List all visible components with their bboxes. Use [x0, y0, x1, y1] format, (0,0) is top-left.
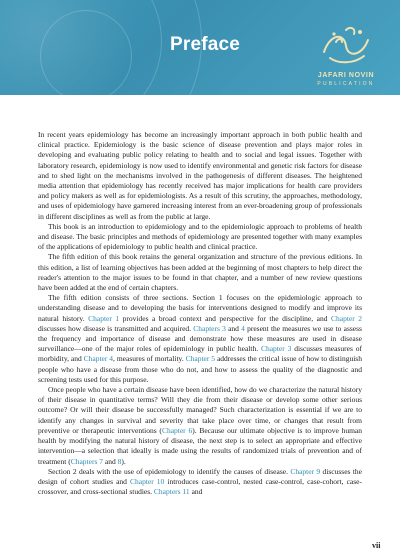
chapter-link[interactable]: Chapter 6: [161, 425, 193, 435]
header-banner: [0, 0, 400, 95]
text-run: discusses measures of morbidity, and: [38, 344, 362, 364]
paragraph: [38, 385, 362, 467]
chapter-link[interactable]: Chapter 2: [331, 313, 363, 323]
banner-glow: [0, 0, 160, 95]
text-run: addresses the critical issue of how to distinguish people who have a disease from those who do not, and how to assess the quality of the diagnostic and screening tests used for this purpose.: [38, 354, 362, 384]
text-run: and: [189, 487, 203, 497]
paragraph: [38, 467, 362, 498]
text-run: ).: [121, 456, 126, 466]
paragraph: The fifth edition of this book retains the general organization and structure of the previous editions. In this edition, a list of learning objectives has been added at the beginning of most chapters to help direct the reader's attention to the major issues to be found in that chapter, and a number of new review questions have been added at the end of certain chapters.: [38, 252, 362, 293]
text-run: The fifth edition consists of three sections. Section 1 focuses on the epidemiologic approach to understanding disease and to developing the basis for interventions designed to modify and improve its natural history.: [38, 293, 362, 323]
text-run: and: [103, 456, 118, 466]
page-number: vii: [372, 541, 381, 550]
text-run: discusses how disease is transmitted and acquired.: [38, 323, 194, 333]
text-run: and: [225, 323, 242, 333]
chapter-link[interactable]: Chapters 11: [153, 487, 190, 497]
calligraphy-logo-icon: [316, 22, 376, 70]
text-run: provides a broad context and perspective for the discipline, and: [119, 313, 331, 323]
text-run: present the measures we use to assess the frequency and importance of disease and demonstrate how these measures are used in disease surveillance—one of the major roles of epidemiology in public health.: [38, 323, 362, 354]
chapter-link[interactable]: Chapter 10: [129, 476, 165, 486]
paragraph: In recent years epidemiology has become an increasingly important approach in both public health and clinical practice. Epidemiology is the basic science of disease prevention and plays major roles in developing and evaluating public policy relating to health and to social and legal issues. Together with laboratory research, epidemiology is now used to identify environmental and genetic risk factors for disease and to shed light on the mechanisms involved in the pathogenesis of different diseases. The heightened media attention that epidemiology has recently received has major implications for health care providers and policy makers as well as for epidemiologists. As a result of this scrutiny, the approaches, methodology, and uses of epidemiology have garnered increasing interest from an ever-broadening group of professionals in different disciplines as well as from the public at large.: [38, 130, 362, 221]
text-run: Section 2 deals with the use of epidemiology to identify the causes of disease.: [48, 466, 291, 476]
paragraph: [38, 293, 362, 385]
page-title: Preface: [170, 34, 241, 55]
text-run: introduces case-control, nested case-control, case-cohort, case-crossover, and cross-sectional studies.: [38, 476, 362, 497]
chapter-link[interactable]: 8: [117, 456, 122, 466]
chapter-link[interactable]: 4: [241, 323, 245, 333]
text-run: discusses the design of cohort studies and: [38, 466, 362, 486]
text-run: Once people who have a certain disease have been identified, how do we characterize the natural history of their disease in quantitative terms? Will they die from their disease or develop some other serious outcome? Or will their disease be successfully managed? Such characterization is essential if we are to identify any changes in survival and severity that take place over time, or changes that result from preventive or therapeutic interventions (: [38, 385, 362, 435]
chapter-link[interactable]: Chapter 1: [88, 313, 120, 323]
chapter-link[interactable]: Chapter 9: [290, 466, 321, 476]
chapter-link[interactable]: Chapter 4: [83, 354, 114, 364]
chapter-link[interactable]: Chapters 7: [70, 456, 103, 466]
chapter-link[interactable]: Chapter 3: [260, 344, 292, 354]
publisher-name: JAFARI NOVIN: [317, 72, 375, 79]
chapter-link[interactable]: Chapters 3: [193, 323, 226, 333]
preface-body: [38, 130, 362, 497]
publisher-logo: [298, 22, 394, 94]
paragraph: This book is an introduction to epidemiology and to the epidemiologic approach to problems of health and disease. The basic principles and methods of epidemiology are presented together with many examples of the applications of epidemiology to public health and clinical practice.: [38, 221, 362, 252]
publisher-subtitle: PUBLICATION: [317, 81, 375, 87]
text-run: ). Because our ultimate objective is to improve human health by modifying the natural history of disease, the next step is to select an appropriate and effective intervention—a selection that ideally is made using the results of randomized trials of prevention and of treatment (: [38, 425, 362, 466]
chapter-link[interactable]: Chapter 5: [185, 354, 216, 364]
text-run: , measures of mortality.: [113, 354, 186, 364]
